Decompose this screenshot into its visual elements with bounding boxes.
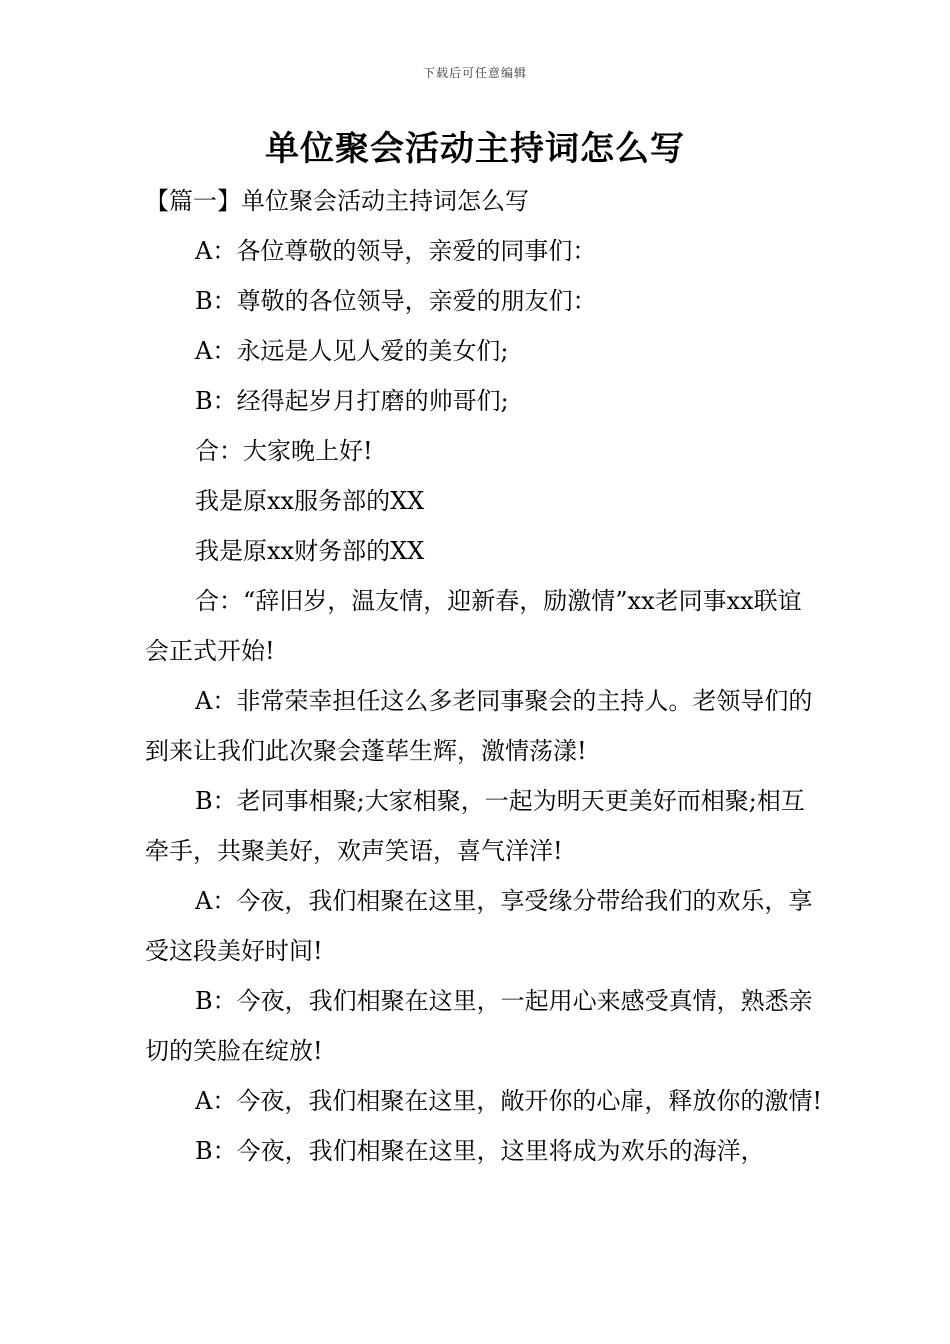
- paragraph: B：今夜，我们相聚在这里，一起用心来感受真情，熟悉亲切的笑脸在绽放!: [145, 987, 813, 1065]
- document-body: [145, 226, 825, 1176]
- paragraph: B：老同事相聚;大家相聚，一起为明天更美好而相聚;相互牵手，共聚美好，欢声笑语，喜气洋洋!: [145, 787, 805, 865]
- paragraph: 合：“辞旧岁，温友情，迎新春，励激情”xx老同事xx联谊会正式开始!: [145, 587, 802, 665]
- section-heading: 【篇一】单位聚会活动主持词怎么写: [145, 187, 529, 215]
- paragraph: B：尊敬的各位领导，亲爱的朋友们：: [195, 287, 597, 315]
- paragraph: 我是原xx服务部的XX: [195, 487, 425, 515]
- paragraph: A：今夜，我们相聚在这里，敞开你的心扉，释放你的激情!: [195, 1087, 822, 1115]
- paragraph: B：经得起岁月打磨的帅哥们;: [195, 387, 509, 415]
- paragraph: A：各位尊敬的领导，亲爱的同事们：: [195, 237, 597, 265]
- paragraph: A：非常荣幸担任这么多老同事聚会的主持人。老领导们的到来让我们此次聚会蓬荜生辉，激情荡漾!: [145, 687, 813, 765]
- paragraph: A：永远是人见人爱的美女们;: [195, 337, 509, 365]
- paragraph: A：今夜，我们相聚在这里，享受缘分带给我们的欢乐，享受这段美好时间!: [145, 887, 813, 965]
- header-note: 下载后可任意编辑: [422, 66, 527, 80]
- document-title: 单位聚会活动主持词怎么写: [265, 129, 685, 169]
- paragraph: 合：大家晚上好!: [195, 437, 373, 465]
- paragraph: B：今夜，我们相聚在这里，这里将成为欢乐的海洋，: [195, 1137, 765, 1165]
- paragraph: 我是原xx财务部的XX: [195, 537, 425, 565]
